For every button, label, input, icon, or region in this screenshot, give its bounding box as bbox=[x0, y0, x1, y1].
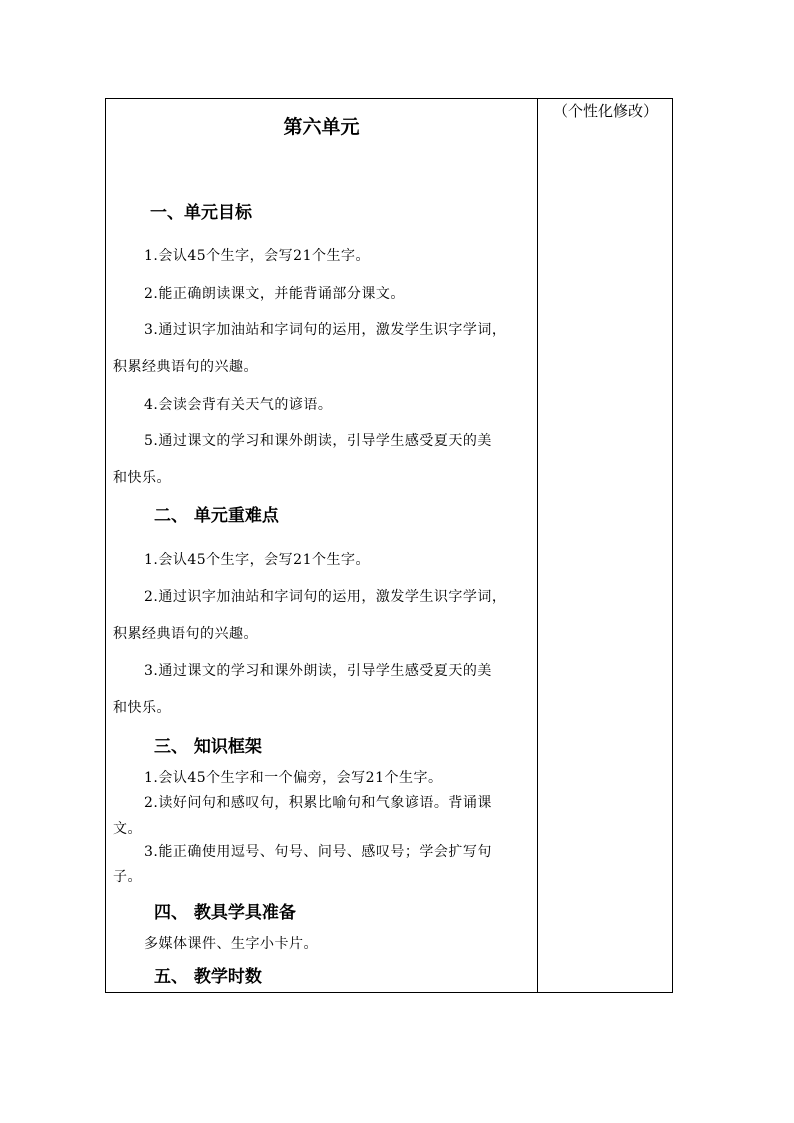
text-line: 3.通过识字加油站和字词句的运用，激发学生识字学词， bbox=[144, 322, 507, 338]
text-line: 2.能正确朗读课文，并能背诵部分课文。 bbox=[144, 286, 405, 302]
text-line: 子。 bbox=[113, 869, 142, 885]
text-line: 积累经典语句的兴趣。 bbox=[113, 359, 258, 375]
text-line: 多媒体课件、生字小卡片。 bbox=[144, 936, 318, 952]
personalized-edit-column-label: （个性化修改） bbox=[552, 102, 658, 120]
page-title: 第六单元 bbox=[283, 116, 360, 138]
section-heading-key-difficulties: 二、 单元重难点 bbox=[154, 506, 279, 526]
text-line: 3.通过课文的学习和课外朗读，引导学生感受夏天的美 bbox=[144, 663, 492, 679]
section-heading-unit-goals: 一、单元目标 bbox=[150, 203, 252, 223]
column-divider bbox=[537, 98, 538, 993]
text-line: 积累经典语句的兴趣。 bbox=[113, 626, 258, 642]
text-line: 5.通过课文的学习和课外朗读，引导学生感受夏天的美 bbox=[144, 433, 492, 449]
text-line: 和快乐。 bbox=[113, 470, 171, 486]
text-line: 1.会认45个生字，会写21个生字。 bbox=[144, 552, 370, 568]
text-line: 1.会认45个生字，会写21个生字。 bbox=[144, 248, 370, 264]
text-line: 3.能正确使用逗号、句号、问号、感叹号；学会扩写句 bbox=[144, 844, 492, 860]
text-line: 文。 bbox=[113, 821, 142, 837]
text-line: 2.读好问句和感叹句，积累比喻句和气象谚语。背诵课 bbox=[144, 795, 492, 811]
text-line: 2.通过识字加油站和字词句的运用，激发学生识字学词， bbox=[144, 589, 507, 605]
section-heading-teaching-hours: 五、 教学时数 bbox=[154, 967, 262, 987]
section-heading-teaching-aids: 四、 教具学具准备 bbox=[154, 903, 296, 923]
text-line: 和快乐。 bbox=[113, 700, 171, 716]
text-line: 4.会读会背有关天气的谚语。 bbox=[144, 397, 333, 413]
text-line: 1.会认45个生字和一个偏旁，会写21个生字。 bbox=[144, 770, 443, 786]
section-heading-knowledge-framework: 三、 知识框架 bbox=[154, 737, 262, 757]
